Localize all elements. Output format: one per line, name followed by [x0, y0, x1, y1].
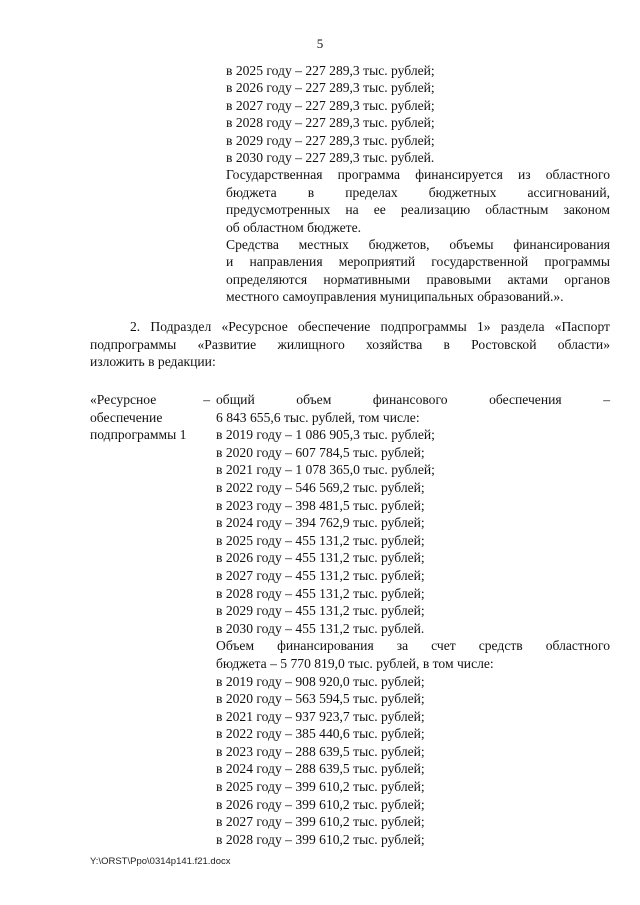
- regional-year-line: в 2024 году – 288 639,5 тыс. рублей;: [216, 761, 425, 777]
- paragraph-line: местного самоуправления муниципальных образований.».: [226, 289, 564, 305]
- total-year-line: в 2030 году – 455 131,2 тыс. рублей.: [216, 620, 425, 636]
- funding-continuation-block: [226, 62, 610, 306]
- resource-label-dash: –: [203, 392, 210, 407]
- total-year-line: в 2024 году – 394 762,9 тыс. рублей;: [216, 515, 425, 531]
- regional-year-line: в 2020 году – 563 594,5 тыс. рублей;: [216, 691, 425, 707]
- resource-label-column: [90, 391, 210, 444]
- regional-year-line: в 2022 году – 385 440,6 тыс. рублей;: [216, 726, 425, 742]
- intro-line: подпрограммы «Развитие жилищного хозяйства в Ростовской области»: [90, 336, 610, 352]
- regional-year-line: в 2021 году – 937 923,7 тыс. рублей;: [216, 708, 425, 724]
- local-budget-paragraph: [226, 236, 610, 306]
- total-year-line: в 2028 году – 455 131,2 тыс. рублей;: [216, 585, 425, 601]
- regional-year-line: в 2026 году – 399 610,2 тыс. рублей;: [216, 796, 425, 812]
- resource-value-column: [216, 391, 610, 848]
- regional-year-line: в 2025 году – 399 610,2 тыс. рублей;: [216, 779, 425, 795]
- resource-label-line: [90, 391, 210, 409]
- funding-year-line: в 2028 году – 227 289,3 тыс. рублей;: [226, 115, 435, 131]
- funding-year-line: в 2029 году – 227 289,3 тыс. рублей;: [226, 132, 435, 148]
- total-year-line: в 2021 году – 1 078 365,0 тыс. рублей;: [216, 462, 435, 478]
- paragraph-line: и направления мероприятий государственной программы: [226, 254, 610, 270]
- regional-year-line: в 2019 году – 908 920,0 тыс. рублей;: [216, 673, 425, 689]
- regional-year-line: в 2027 году – 399 610,2 тыс. рублей;: [216, 814, 425, 830]
- intro-line: изложить в редакции:: [90, 354, 216, 370]
- funding-year-line: в 2030 году – 227 289,3 тыс. рублей.: [226, 150, 435, 166]
- total-year-line: в 2027 году – 455 131,2 тыс. рублей;: [216, 567, 425, 583]
- regional-budget-paragraph: [226, 166, 610, 236]
- total-year-line: в 2029 году – 455 131,2 тыс. рублей;: [216, 603, 425, 619]
- paragraph-line: бюджета в пределах бюджетных ассигнований,: [226, 184, 610, 200]
- funding-year-line: в 2027 году – 227 289,3 тыс. рублей;: [226, 97, 435, 113]
- total-year-line: в 2022 году – 546 569,2 тыс. рублей;: [216, 479, 425, 495]
- regional-year-line: в 2023 году – 288 639,5 тыс. рублей;: [216, 743, 425, 759]
- file-path-footer: Y:\ORST\Ppo\0314p141.f21.docx: [90, 856, 231, 867]
- total-year-line: в 2020 году – 607 784,5 тыс. рублей;: [216, 444, 425, 460]
- paragraph-line: Средства местных бюджетов, объемы финансирования: [226, 237, 610, 253]
- regional-volume-line: Объем финансирования за счет средств областного: [216, 638, 610, 654]
- paragraph-line: об областном бюджете.: [226, 219, 362, 235]
- total-year-line: в 2026 году – 455 131,2 тыс. рублей;: [216, 550, 425, 566]
- page-number: 5: [316, 36, 324, 51]
- funding-year-line: в 2025 году – 227 289,3 тыс. рублей;: [226, 63, 435, 78]
- total-year-line: в 2019 году – 1 086 905,3 тыс. рублей;: [216, 427, 435, 443]
- resource-label-text: «Ресурсное: [90, 392, 157, 407]
- regional-volume-line: бюджета – 5 770 819,0 тыс. рублей, в том числе:: [216, 655, 494, 671]
- total-year-line: в 2025 году – 455 131,2 тыс. рублей;: [216, 532, 425, 548]
- amendment-intro: [90, 318, 610, 371]
- paragraph-line: Государственная программа финансируется из областного: [226, 167, 610, 183]
- total-year-line: в 2023 году – 398 481,5 тыс. рублей;: [216, 497, 425, 513]
- resource-label-line: обеспечение: [90, 409, 163, 425]
- paragraph-line: определяются нормативными правовыми актами органов: [226, 271, 610, 287]
- funding-year-line: в 2026 году – 227 289,3 тыс. рублей;: [226, 80, 435, 96]
- regional-year-line: в 2028 году – 399 610,2 тыс. рублей;: [216, 831, 425, 847]
- resource-label-line: подпрограммы 1: [90, 427, 187, 443]
- total-volume-line: общий объем финансового обеспечения –: [216, 392, 610, 407]
- paragraph-line: предусмотренных на ее реализацию областным законом: [226, 202, 610, 218]
- total-volume-line: 6 843 655,6 тыс. рублей, том числе:: [216, 409, 420, 425]
- intro-line: 2. Подраздел «Ресурсное обеспечение подпрограммы 1» раздела «Паспорт: [130, 319, 610, 334]
